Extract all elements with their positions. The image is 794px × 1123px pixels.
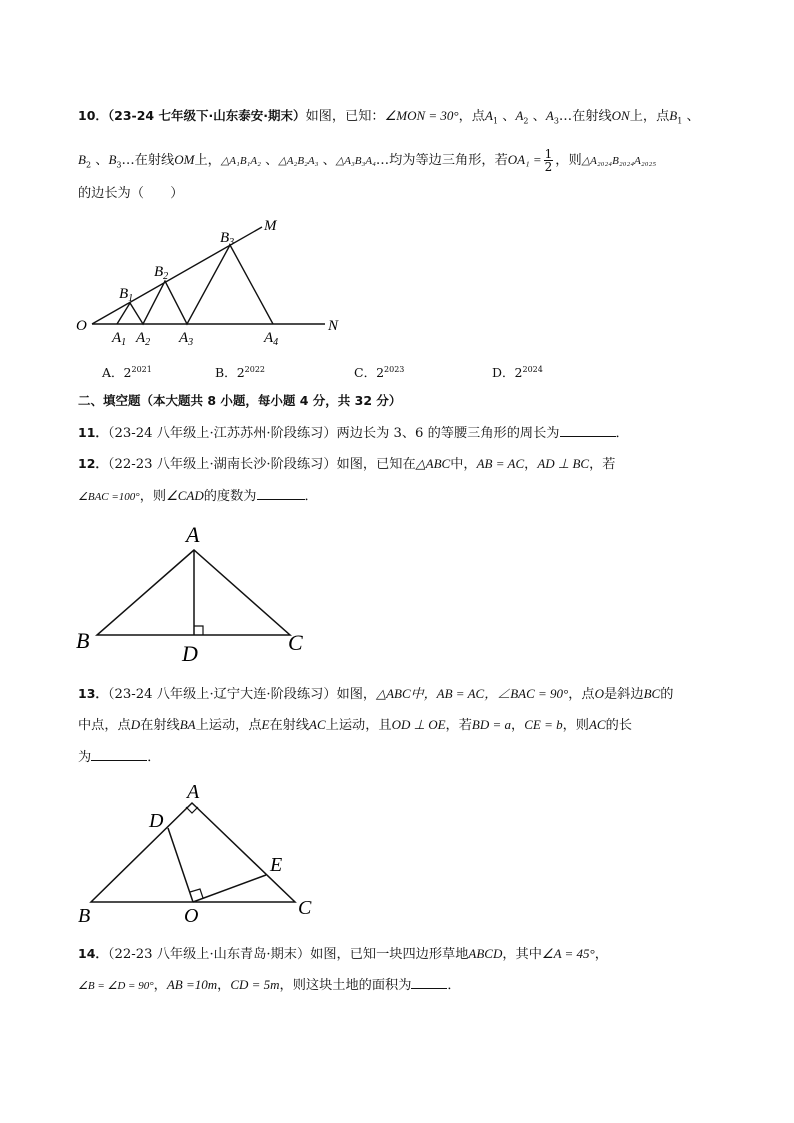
option-c[interactable]: C．$2^{2023}$ [354,364,405,380]
q11-answer-blank[interactable] [560,424,616,437]
label-c: C [288,630,303,655]
right-angle-mark [194,626,203,635]
label-b1: $B_1$ [119,286,134,304]
label-m: M [264,218,277,234]
label-a: A [186,522,200,547]
q13-line-2: 中点，点D在射线BA上运动，点E在射线AC上运动，且OD ⊥ OE，若BD = a，CE = b，则AC的长 [78,717,632,733]
q10-line-3: 的边长为（ ） [78,186,184,201]
label-b3: $B_3$ [220,230,235,248]
option-d[interactable]: D．$2^{2024}$ [492,364,543,380]
section-2-title: 二、填空题（本大题共 8 小题，每小题 4 分，共 32 分） [78,393,402,408]
label-c: C [298,897,312,919]
label-d: D [182,641,198,663]
ray-om [92,227,262,324]
q10-line-1: 10．（23-24 七年级下·山东泰安·期末）如图，已知：∠MON = 30°，点$A_1$ 、$A_2$ 、$A_3\dots$在射线ON上，点$B_1$ 、 [78,108,700,126]
q11-line: 11．（23-24 八年级上·江苏苏州·阶段练习）两边长为 3、6 的等腰三角形的周长为 ． [78,425,629,441]
q10-number: 10． [78,108,108,123]
label-b2: $B_2$ [154,264,169,282]
q14-line-2: ∠B = ∠D = 90°，AB =10m，CD = 5m，则这块土地的面积为 ． [78,977,461,993]
label-o: O [76,318,87,334]
option-a[interactable]: A．$2^{2021}$ [102,364,152,380]
label-a3: $A_3$ [179,330,194,347]
q12-figure [70,518,330,663]
label-o: O [184,905,199,927]
label-a2: $A_2$ [136,330,151,347]
angle-mon: ∠MON = 30° [384,108,459,123]
label-a4: $A_4$ [264,330,279,347]
q13-line-1: 13．（23-24 八年级上·辽宁大连·阶段练习）如图，△ABC中，AB = AC，∠BAC = 90°，点O是斜边BC的 [78,686,674,702]
label-a1: $A_1$ [112,330,127,347]
label-b: B [76,628,90,653]
q10-line-2: $B_2$ 、$B_3\dots$在射线OM上，△A₁B₁A₂ 、△A₂B₂A₃ 、△A₃B₃A₄…均为等边三角形，若OA₁ = $\frac{1}{2}$ ，则△A₂₀₂₄B₂₀₂₄A₂₀₂₅ [78,147,657,174]
q12-line-2: ∠BAC =100°，则∠CAD的度数为 ． [78,488,318,504]
q12-line-1: 12．（22-23 八年级上·湖南长沙·阶段练习）如图，已知在△ABC中，AB = AC，AD ⊥ BC，若 [78,456,616,472]
q13-line-3: 为 ． [78,750,161,765]
q13-figure [70,778,330,928]
label-a: A [187,781,200,803]
option-b[interactable]: B．$2^{2022}$ [215,364,265,380]
triangle-abc [91,803,295,902]
label-e: E [270,854,283,876]
q13-answer-blank[interactable] [91,748,147,761]
q10-source: （23-24 七年级下·山东泰安·期末） [107,108,306,123]
fraction-half: $\frac{1}{2}$ [544,147,553,174]
segment-oe [193,875,266,902]
label-d: D [149,810,164,832]
q14-line-1: 14．（22-23 八年级上·山东青岛·期末）如图，已知一块四边形草地ABCD，其中∠A = 45°， [78,946,608,962]
segment-od [168,828,193,902]
equilateral-chain [117,245,273,324]
q14-answer-blank[interactable] [411,976,447,989]
label-n: N [328,318,339,334]
label-b: B [78,905,91,927]
q10-figure [70,212,360,347]
q12-answer-blank[interactable] [257,487,305,500]
